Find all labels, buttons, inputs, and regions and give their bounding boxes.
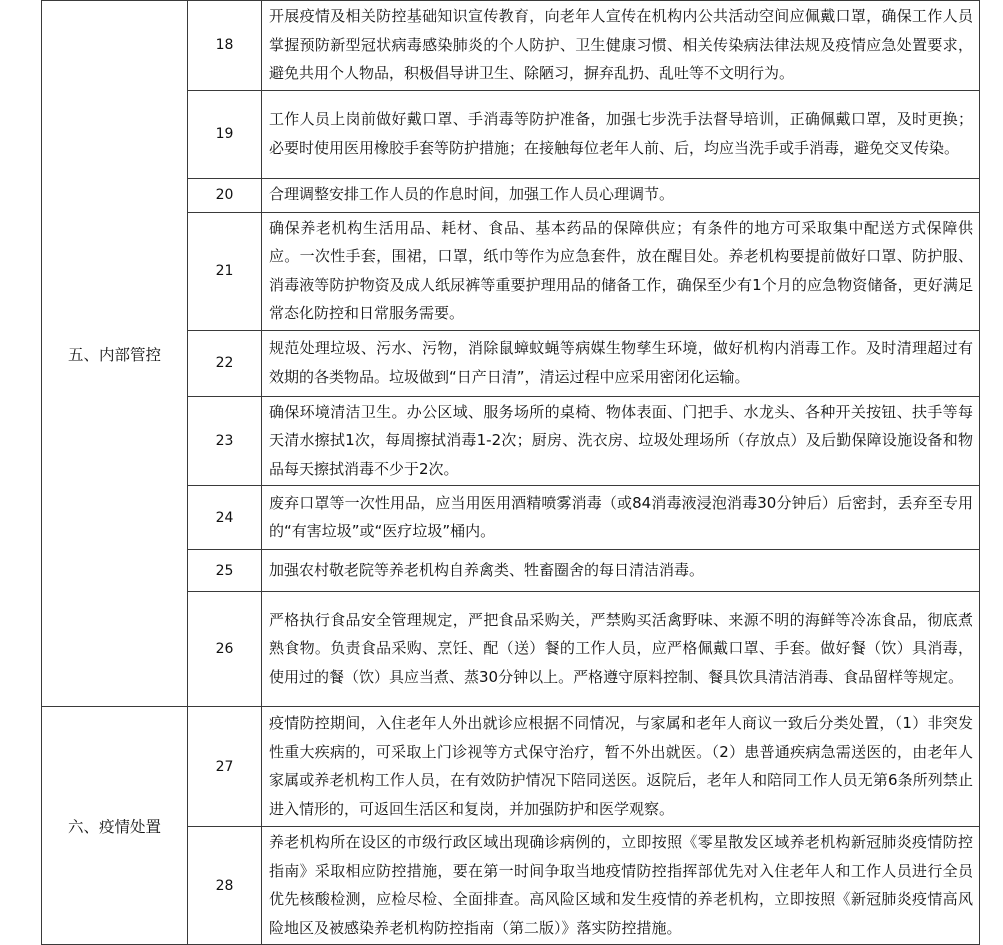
row-text: 疫情防控期间，入住老年人外出就诊应根据不同情况，与家属和老年人商议一致后分类处置，（1）非突发性重大疾病的，可采取上门诊视等方式保守治疗，暂不外出就医。（2）患普通疾病急需送医的，由老年人家属或养老机构工作人员，在有效防护情况下陪同送医。返院后，老年人和陪同工作人员无第6条所列禁止进入情形的，可返回生活区和复岗，并加强防护和医学观察。: [269, 714, 973, 818]
category-label: 六、疫情处置: [67, 817, 161, 836]
row-content: [262, 827, 980, 945]
row-text: 确保养老机构生活用品、耗材、食品、基本药品的保障供应；有条件的地方可采取集中配送方式保障供应。一次性手套，围裙，口罩，纸巾等作为应急套件，放在醒目处。养老机构要提前做好口罩、防护服、消毒液等防护物资及成人纸尿裤等重要护理用品的储备工作，确保至少有1个月的应急物资储备，更好满足常态化防控和日常服务需要。: [269, 218, 973, 322]
row-number: 24: [188, 486, 262, 550]
row-content: [262, 592, 980, 707]
row-number: 25: [188, 550, 262, 592]
row-content: [262, 1, 980, 91]
row-number: 20: [188, 178, 262, 212]
category-cell: [42, 1, 188, 707]
row-content: [262, 178, 980, 212]
row-content: [262, 707, 980, 827]
row-number: 19: [188, 90, 262, 178]
category-cell: [42, 707, 188, 945]
row-text: 严格执行食品安全管理规定，严把食品采购关，严禁购买活禽野味、来源不明的海鲜等冷冻食品，彻底煮熟食物。负责食品采购、烹饪、配（送）餐的工作人员，应严格佩戴口罩、手套。做好餐（饮）具消毒，使用过的餐（饮）具应当煮、蒸30分钟以上。严格遵守原料控制、餐具饮具清洁消毒、食品留样等规定。: [269, 610, 973, 686]
row-number: 27: [188, 707, 262, 827]
row-content: [262, 330, 980, 396]
table-row: [42, 707, 980, 827]
row-number: 21: [188, 212, 262, 330]
row-text: 规范处理垃圾、污水、污物，消除鼠蟑蚊蝇等病媒生物孳生环境，做好机构内消毒工作。及时清理超过有效期的各类物品。垃圾做到“日产日清”，清运过程中应采用密闭化运输。: [269, 339, 973, 386]
row-content: [262, 550, 980, 592]
row-number: 18: [188, 1, 262, 91]
row-number: 28: [188, 827, 262, 945]
row-content: [262, 212, 980, 330]
row-text: 合理调整安排工作人员的作息时间，加强工作人员心理调节。: [269, 185, 675, 204]
row-number: 23: [188, 396, 262, 486]
row-text: 废弃口罩等一次性用品，应当用医用酒精喷雾消毒（或84消毒液浸泡消毒30分钟后）后密封，丢弃至专用的“有害垃圾”或“医疗垃圾”桶内。: [269, 493, 973, 540]
row-text: 确保环境清洁卫生。办公区域、服务场所的桌椅、物体表面、门把手、水龙头、各种开关按钮、扶手等每天清水擦拭1次，每周擦拭消毒1-2次；厨房、洗衣房、垃圾处理场所（存放点）及后勤保障设施设备和物品每天擦拭消毒不少于2次。: [269, 402, 973, 478]
row-content: [262, 396, 980, 486]
table-body: [42, 1, 980, 945]
row-text: 加强农村敬老院等养老机构自养禽类、牲畜圈舍的每日清洁消毒。: [269, 560, 705, 579]
row-text: 工作人员上岗前做好戴口罩、手消毒等防护准备，加强七步洗手法督导培训，正确佩戴口罩，及时更换；必要时使用医用橡胶手套等防护措施；在接触每位老年人前、后，均应当洗手或手消毒，避免交叉传染。: [269, 110, 973, 157]
row-number: 22: [188, 330, 262, 396]
table-row: [42, 1, 980, 91]
row-text: 养老机构所在设区的市级行政区域出现确诊病例的，立即按照《零星散发区域养老机构新冠肺炎疫情防控指南》采取相应防控措施，要在第一时间争取当地疫情防控指挥部优先对入住老年人和工作人员进行全员优先核酸检测，应检尽检、全面排查。高风险区域和发生疫情的养老机构，立即按照《新冠肺炎疫情高风险地区及被感染养老机构防控指南（第二版）》落实防控措施。: [269, 833, 973, 937]
measures-table: [41, 0, 980, 945]
row-number: 26: [188, 592, 262, 707]
row-content: [262, 486, 980, 550]
category-label: 五、内部管控: [67, 345, 161, 364]
row-content: [262, 90, 980, 178]
row-text: 开展疫情及相关防控基础知识宣传教育，向老年人宣传在机构内公共活动空间应佩戴口罩，确保工作人员掌握预防新型冠状病毒感染肺炎的个人防护、卫生健康习惯、相关传染病法律法规及疫情应急处置要求，避免共用个人物品，积极倡导讲卫生、除陋习，摒弃乱扔、乱吐等不文明行为。: [269, 7, 973, 82]
